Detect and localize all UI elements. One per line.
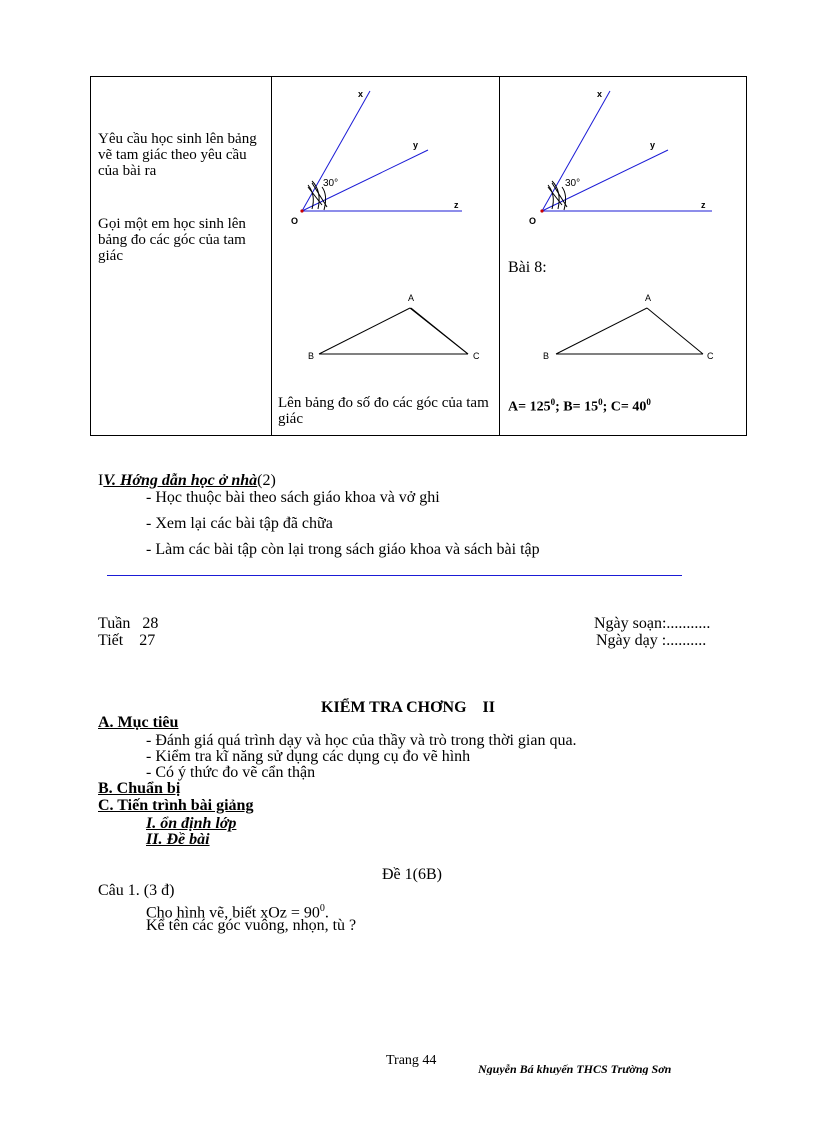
teach-date: Ngày dạy :..........: [596, 632, 707, 649]
label-o: O: [291, 216, 299, 226]
label-z: z: [454, 200, 459, 210]
objective-item: - Có ý thức đo vẽ cẩn thận: [146, 764, 316, 781]
label-z: z: [701, 200, 706, 210]
degree-sup: 0: [550, 397, 556, 407]
vertex-a-label: A: [645, 293, 652, 303]
section-divider: [107, 575, 682, 576]
teacher-activity-2: Gọi một em học sinh lên bảng đo các góc của tam giác: [98, 216, 246, 264]
angle-c-value: = 40: [620, 399, 647, 415]
vertex-a-label: A: [408, 293, 415, 303]
angle-figure: [529, 89, 712, 226]
separator: ;: [602, 399, 608, 415]
angle-a-name: A: [508, 399, 519, 415]
period-row: [98, 632, 155, 649]
degree-sup: 0: [646, 397, 651, 407]
triangle-figure: [543, 293, 714, 361]
week-row: [98, 615, 158, 632]
objectives-heading: A. Mục tiêu: [98, 714, 179, 731]
side-ac: [410, 308, 468, 354]
section-iv-title: V. Hớng dẫn học ở nhà: [103, 472, 258, 489]
vertex-c-label: C: [707, 351, 714, 361]
lesson-table: [90, 76, 747, 436]
section-iv-heading: [98, 472, 276, 489]
section-iv-duration: (2): [257, 472, 276, 489]
page-number: Trang 44: [386, 1053, 437, 1068]
vertex-c-label: C: [473, 351, 480, 361]
author-footer: Nguyễn Bá khuyến THCS Trường Sơn: [478, 1062, 672, 1075]
prep-date: Ngày soạn:...........: [594, 615, 711, 632]
exam-label: Đề 1(6B): [382, 866, 442, 883]
objective-item: - Đánh giá quá trình dạy và học của thầy và trò trong thời gian qua.: [146, 732, 577, 749]
side-ab: [319, 308, 410, 354]
procedure-heading: C. Tiến trình bài giảng: [98, 797, 254, 814]
degree-sup: 0: [598, 397, 603, 407]
period-label: Tiết: [98, 632, 124, 649]
teacher-activity-1: Yêu cầu học sinh lên bảng vẽ tam giác theo yêu cầu của bài ra: [98, 131, 257, 179]
ray-oy: [542, 150, 668, 211]
angle-b-value: = 15: [572, 399, 599, 415]
student-activity-caption: Lên bảng đo số đo các góc của tam giác: [278, 395, 489, 427]
preparation-heading: B. Chuẩn bị: [98, 780, 181, 797]
side-ac: [647, 308, 703, 354]
angle-b-name: B: [563, 399, 573, 415]
question-1-label: Câu 1. (3 đ): [98, 882, 175, 899]
degree-sup: 0: [319, 903, 325, 914]
ray-oy: [302, 150, 428, 211]
homework-item: - Làm các bài tập còn lại trong sách giáo khoa và sách bài tập: [146, 541, 540, 558]
roman-prefix: I: [98, 472, 104, 489]
homework-item: - Xem lại các bài tập đã chữa: [146, 515, 333, 532]
period-value: 27: [139, 632, 156, 649]
question-1-line-2: Kể tên các góc vuông, nhọn, tù ?: [146, 917, 357, 934]
angle-figure: [291, 89, 462, 226]
triangle-figure: [308, 293, 480, 361]
vertex-o: [540, 209, 543, 212]
week-value: 28: [142, 615, 159, 632]
label-o: O: [529, 216, 537, 226]
objective-item: - Kiểm tra kĩ năng sử dụng các dụng cụ đo vẽ hình: [146, 748, 471, 765]
vertex-o: [300, 209, 303, 212]
homework-item: - Học thuộc bài theo sách giáo khoa và vở ghi: [146, 489, 440, 506]
vertex-b-label: B: [543, 351, 550, 361]
period: .: [324, 904, 329, 922]
exercise-label: Bài 8:: [508, 259, 547, 276]
side-ab: [556, 308, 647, 354]
vertex-b-label: B: [308, 351, 315, 361]
angle-and-triangle-figure: [272, 77, 498, 377]
lesson-title: KIỂM TRA CHƠNG II: [321, 699, 495, 716]
angle-c-name: C: [610, 399, 621, 415]
label-y: y: [413, 140, 419, 150]
question-text: Cho hình vẽ, biết xOz = 90: [146, 904, 320, 922]
angle-answers: [508, 397, 651, 416]
label-x: x: [597, 89, 603, 99]
angle-value-label: 30°: [323, 178, 339, 189]
label-x: x: [358, 89, 364, 99]
procedure-step-2: II. Đề bài: [146, 831, 210, 848]
procedure-step-1: I. ổn định lớp: [146, 815, 237, 832]
angle-a-value: = 125: [518, 399, 551, 415]
angle-value-label: 30°: [565, 178, 581, 189]
label-y: y: [650, 140, 656, 150]
week-label: Tuần: [98, 615, 131, 632]
angle-and-triangle-figure-2: [500, 77, 746, 377]
separator: ;: [555, 399, 560, 415]
